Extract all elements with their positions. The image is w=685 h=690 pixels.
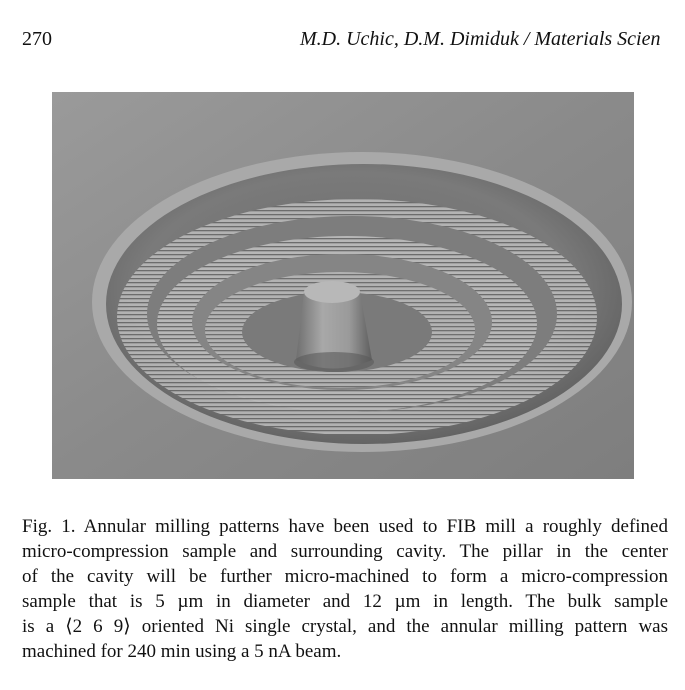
page-number: 270 [22, 28, 52, 50]
sem-micrograph [52, 92, 634, 479]
caption-line: sample that is 5 µm in diameter and 12 µm in length. The bulk sample [22, 591, 668, 612]
caption-line: Fig. 1. Annular milling patterns have been used to FIB mill a roughly defined [22, 516, 668, 537]
figure-caption [22, 514, 668, 664]
caption-line: machined for 240 min using a 5 nA beam. [22, 641, 342, 662]
running-head: M.D. Uchic, D.M. Dimiduk / Materials Scien [300, 28, 661, 50]
caption-line: micro-compression sample and surrounding cavity. The pillar in the center [22, 541, 668, 562]
caption-line: is a ⟨2 6 9⟩ oriented Ni single crystal, and the annular milling pattern was [22, 616, 668, 637]
caption-line: of the cavity will be further micro-machined to form a micro-compression [22, 566, 668, 587]
micrograph-image [52, 92, 634, 479]
